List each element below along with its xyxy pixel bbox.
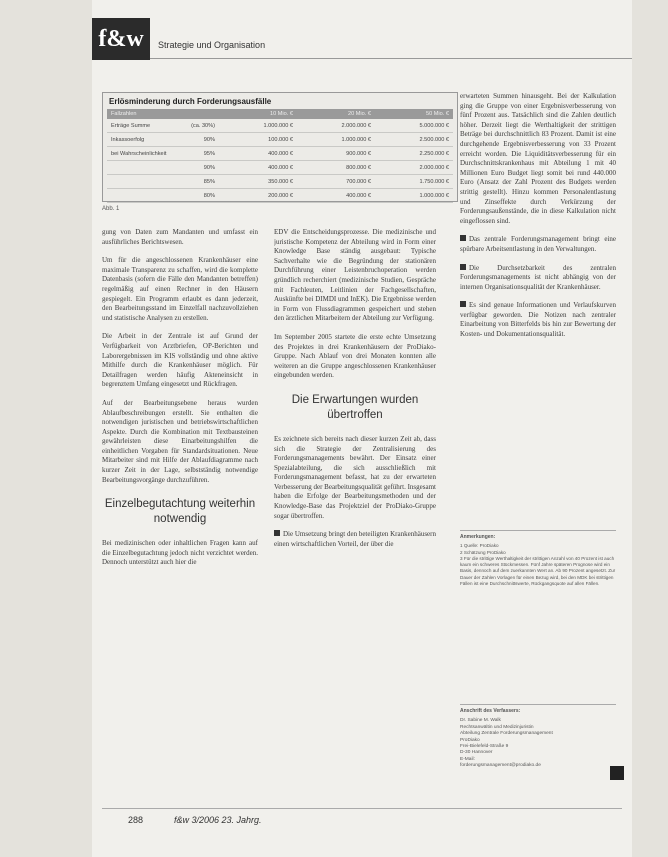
paragraph: Im September 2005 startete die erste echte Umsetzung des Projektes in drei Krankenhäusern der ProDiako-Gruppe. Nach Ablauf von drei Monaten konnten alle weiteren an die Gruppe angeschlossenen Krankenhäuser eingebunden werden. [274,332,436,380]
table-cell: 85% [185,175,219,189]
table-header-cell: Fallzahlen [107,109,185,119]
subheading: Einzelbegutachtung weiterhin notwendig [104,498,256,526]
author-line: D-30 Hannover [460,750,493,756]
paragraph [460,235,616,254]
figure-table [107,109,453,203]
table-header-row [107,109,453,119]
table-row [107,119,453,133]
table-row [107,133,453,147]
paragraph: erwarteten Summen hinausgeht. Bei der Kalkulation ging die Gruppe von einer Ergebnisverbesserung von fünf Prozent aus. Tatsächlich sind die Zahlen deutlich höher. Derzeit liegt die Werthaltigkeit der strittigen Beträge bei durchschnittlich 83 Prozent. Damit ist eine durchgehende Ergebnisverbesserung von 33 Prozent erreicht worden. Die Liquiditätsverbesserung für ein Durchschnittskrankenhaus mit Abteilung 1 mit 40 Millionen Euro Budget liegt somit bei rund 440.000 Euro (Ansatz der Zahl Prozent des Budgets werden strittig gestellt). Hinzu kommen Personalentlastung und Zinseffekte durch Verkürzung der Forderungsaußenstände, die in diese Kalkulation nicht eingeflossen sind. [460,92,616,225]
table-cell: 900.000 € [297,147,375,161]
paragraph [460,301,616,339]
table-cell: 700.000 € [297,175,375,189]
author-line: E-Mail: [460,756,475,762]
section-title: Strategie und Organisation [158,40,266,50]
header-divider [150,58,632,59]
paragraph: Es zeichnete sich bereits nach dieser kurzen Zeit ab, dass sich die Strategie der Zentralisierung des Forderungsmanagements bewährt. Der Einsatz einer Spezialabteilung, die sich ausschließlich mit Forderungsmanagement befasst, hat zu der erwarteten Verbesserung der Bearbeitungsqualität geführt. Insgesamt haben die Erfolge der Bearbeitungsmethoden und der Knowledge-Base das Projektziel der ProDiako-Gruppe sogar übertroffen. [274,434,436,520]
author-line: Rechtsanwältin und Medizinjuristin [460,724,534,730]
paragraph: Um für die angeschlossenen Krankenhäuser eine maximale Transparenz zu schaffen, wird die komplette Datenbasis (sofern die Fälle den Mandanten betreffen) regelmäßig auf einen Rechner in den Häusern gespiegelt. Ein Programm erlaubt es dann jederzeit, den Bearbeitungsstand im Einzelfall nachzuvollziehen und statistische Analysen zu erstellen. [102,256,258,322]
table-cell: 100.000 € [219,133,297,147]
paragraph: gung von Daten zum Mandanten und umfasst ein ausführliches Berichtswesen. [102,228,258,246]
table-cell: 350.000 € [219,175,297,189]
footer-divider [102,808,622,809]
table-cell [107,175,185,189]
table-header-cell [185,109,219,119]
table-cell: 95% [185,147,219,161]
table-header-cell: 50 Mio. € [375,109,453,119]
table-cell: 1.000.000 € [375,189,453,203]
author-address [460,704,616,792]
table-cell: 5.000.000 € [375,119,453,133]
paragraph-text: Die Durchsetzbarkeit des zentralen Forderungsmanagements ist nicht abhängig von der internen Organisationsqualität der Krankenhäuser. [460,263,616,291]
paragraph: Bei medizinischen oder inhaltlichen Fragen kann auf die Einzelbegutachtung jedoch nicht verzichtet werden. Dennoch unterstützt auch hier die [102,539,258,567]
table-cell: 90% [185,133,219,147]
table-cell [107,161,185,175]
table-cell: 800.000 € [297,161,375,175]
paragraph-text: Es sind genaue Informationen und Verlaufskurven verfügbar geworden. Die Notizen nach zentraler Einarbeitung von Bitterfelds bis hin zur Bewertung der Kosten- und Dokumentationsqualität. [460,301,616,339]
paragraph-text: Die Umsetzung bringt den beteiligten Krankenhäusern einen wirtschaftlichen Vorteil, der über die [274,530,436,548]
figure-caption: Abb. 1 [102,206,120,212]
journal-issue: f&w 3/2006 23. Jahrg. [174,815,262,825]
table-cell: 400.000 € [219,161,297,175]
table-cell: 2.250.000 € [375,147,453,161]
document-page [92,0,632,857]
paragraph-text: Das zentrale Forderungsmanagement bringt eine spürbare Arbeitsentlastung in den Verwaltungen. [460,235,616,253]
author-line: forderungsmanagement@prodiako.de [460,763,541,769]
table-cell: 90% [185,161,219,175]
table-cell [107,189,185,203]
table-cell: 1.750.000 € [375,175,453,189]
table-row [107,161,453,175]
reference-item: 3 Für die strittige Werthaltigkeit der strittigen Anzahl von 40 Prozent ist auch kaum ein schweres Stückmessen. Fünf Jahre späteren Prognose wird ein Basis, dennoch auf dem zuerkannten Wert an. Ab 90 Prozent angesetzt. Zur Dauer der Zahlen Vorlagen für einen Bezug wird, bei den MDK bei strittigen Fällen ist eine Durchschnittswerte, Rückgangsquote auf allen Fällen. [460,555,616,587]
bullet-marker [460,301,466,307]
text-column-1 [102,228,258,826]
table-header-cell: 20 Mio. € [297,109,375,119]
table-cell: 2.000.000 € [375,161,453,175]
table-cell: 1.000.000 € [219,119,297,133]
table-cell: Inkassoerfolg [107,133,185,147]
table-header-cell: 10 Mio. € [219,109,297,119]
author-line: ProDiako [460,737,480,743]
bullet-marker [460,264,466,270]
author-line: Dr. Sabine M. Walk [460,718,501,724]
table-row [107,189,453,203]
table-cell: 200.000 € [219,189,297,203]
table-cell: 2.500.000 € [375,133,453,147]
table-cell: 400.000 € [219,147,297,161]
text-column-3 [460,92,616,512]
bullet-marker [460,235,466,241]
page-number: 288 [128,815,144,825]
figure-title: Erlösminderung durch Forderungsausfälle [109,97,272,106]
table-cell: bei Wahrscheinlichkeit [107,147,185,161]
table-cell: 1.000.000 € [297,133,375,147]
author-title: Anschrift des Verfassers: [460,708,521,714]
references-title: Anmerkungen: [460,534,496,540]
end-of-article-mark [610,766,624,780]
table-cell: 400.000 € [297,189,375,203]
bullet-marker [274,530,280,536]
paragraph [274,530,436,549]
paragraph: EDV die Entscheidungsprozesse. Die medizinische und juristische Kompetenz der Abteilung wird in Form einer Knowledge Base ständig ausgebaut: Typische Sachverhalte wie die Begründung der stationären Durchführung einer Leistenbruchoperation werden gründlich recherchiert (medizinische Studien, Gespräche mit Fachleuten, Leitlinien der Fachgesellschaften, Auskünfte bei DIMDI und InEK). Die Ergebnisse werden in Form von Flussdiagrammen gespeichert und stehen den ärztlichen Mitarbeitern der Abteilung zur Verfügung. [274,228,436,323]
paragraph: Die Arbeit in der Zentrale ist auf Grund der Verfügbarkeit von Arztbriefen, OP-Berichten und Laborergebnissen im KIS vollständig und ohne aktive Mithilfe durch die Krankenhäuser möglich. Für Detailfragen werden häufig Akteneinsicht in begrenztem Umfang eingesetzt und Rückfragen. [102,332,258,389]
reference-item: 1 Quelle: ProDiako [460,543,499,549]
text-column-2 [274,228,436,826]
author-line: Abteilung Zentrale Forderungsmanagement [460,731,553,737]
figure-box [102,92,458,202]
author-line: Frei-Bielefeld-Straße 9 [460,744,509,750]
paragraph [460,264,616,293]
table-row [107,147,453,161]
table-row [107,175,453,189]
table-cell: (ca. 30%) [185,119,219,133]
table-cell: 2.000.000 € [297,119,375,133]
subheading: Die Erwartungen wurden übertroffen [291,393,419,421]
paragraph: Auf der Bearbeitungsebene heraus wurden Ablaufbeschreibungen erstellt. Sie enthalten die notwendigen juristischen und betriebswirtschaftlichen Aspekte. Durch die Kombination mit Textbausteinen gewährleisten diese Einarbeitungshilfen die einheitlichen Vorgaben für Standardsituationen. Neue Mitarbeiter sind mit Hilfe der Ablaufdiagramme nach kurzer Zeit in der Lage, selbstständig notwendige Bearbeitungsvorgänge durchzuführen. [102,398,258,484]
references-box [460,530,616,652]
table-cell: 80% [185,189,219,203]
reference-item: 2 Schätzung ProDiako [460,549,506,555]
journal-logo: f&w [92,18,150,60]
table-cell: Erträge Summe [107,119,185,133]
